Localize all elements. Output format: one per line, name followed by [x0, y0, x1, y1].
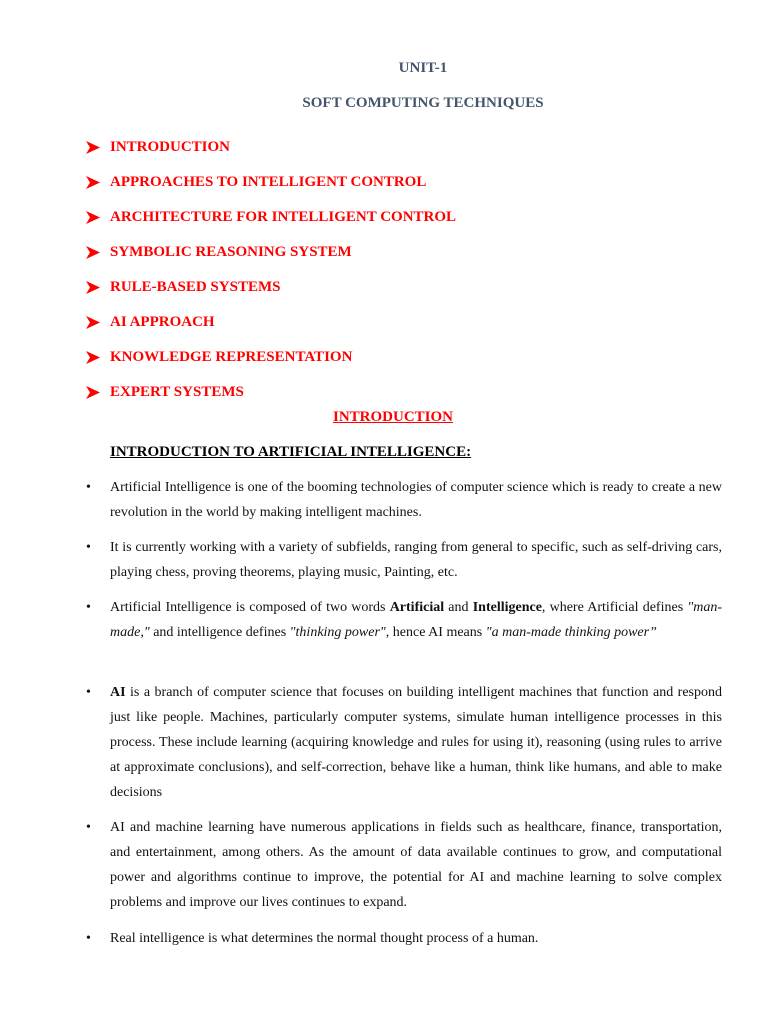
bullet-item: [86, 535, 722, 585]
italic-quote-thinking-power: "thinking power": [289, 625, 386, 640]
bullet-item: [86, 475, 722, 525]
topic-label: AI APPROACH: [110, 314, 215, 330]
bullet-dot-icon: •: [86, 540, 91, 555]
arrow-bullet-icon: [86, 349, 110, 366]
topic-item: [86, 235, 456, 270]
text-run: is a branch of computer science that focuses on building intelligent machines that function and respond just like people. Machines, particularly computer systems, simulate human intelligence processes in this process. These include learning (acquiring knowledge and rules for using it), reasoning (using rules to arrive at approximate conclusions), and self-correction, behave like a human, think like humans, and able to make decisions: [110, 685, 722, 800]
bullet-text: Artificial Intelligence is one of the booming technologies of computer science which is ready to create a new revolution in the world by making intelligent machines.: [110, 480, 722, 520]
topic-item: [86, 305, 456, 340]
bold-term-artificial: Artificial: [389, 600, 445, 615]
topic-item: [86, 340, 456, 375]
bullet-text: [110, 595, 722, 645]
topic-list: [86, 130, 456, 410]
text-run: Artificial Intelligence is composed of two words: [110, 600, 390, 615]
bullet-dot-icon: •: [86, 685, 91, 700]
topic-item: [86, 130, 456, 165]
arrow-bullet-icon: [86, 244, 110, 261]
bullet-text: Real intelligence is what determines the normal thought process of a human.: [110, 931, 539, 946]
bullet-text: It is currently working with a variety of subfields, ranging from general to specific, such as self-driving cars, playing chess, proving theorems, playing music, Painting, etc.: [110, 540, 722, 580]
text-run: and: [444, 600, 473, 615]
arrow-bullet-icon: [86, 174, 110, 191]
bullet-dot-icon: •: [86, 480, 91, 495]
bullet-text: AI and machine learning have numerous applications in fields such as healthcare, finance, transportation, and entertainment, among others. As the amount of data available continues to grow, and computational power and algorithms continue to improve, the potential for AI and machine learning to solve complex problems and improve our lives continues to expand.: [110, 820, 722, 910]
bold-term-ai: AI: [110, 685, 126, 700]
topic-label: KNOWLEDGE REPRESENTATION: [110, 349, 353, 365]
arrow-bullet-icon: [86, 279, 110, 296]
arrow-bullet-icon: [86, 384, 110, 401]
italic-quote-ai-meaning: "a man-made thinking power”: [485, 625, 657, 640]
bullet-item: [86, 680, 722, 805]
bullet-dot-icon: •: [86, 820, 91, 835]
topic-label: ARCHITECTURE FOR INTELLIGENT CONTROL: [110, 209, 457, 225]
bullet-item: [86, 926, 722, 951]
text-run: and intelligence defines: [149, 625, 290, 640]
topic-label: RULE-BASED SYSTEMS: [110, 279, 281, 295]
arrow-bullet-icon: [86, 209, 110, 226]
section-subheading: INTRODUCTION TO ARTIFICIAL INTELLIGENCE:: [110, 444, 472, 460]
topic-label: APPROACHES TO INTELLIGENT CONTROL: [110, 174, 427, 190]
italic-quote-man-made: "man-made,": [110, 600, 722, 640]
topic-label: INTRODUCTION: [110, 139, 231, 155]
topic-item: [86, 270, 456, 305]
topic-label: SYMBOLIC REASONING SYSTEM: [110, 244, 352, 260]
bold-term-intelligence: Intelligence: [472, 600, 542, 615]
bullet-text: [110, 680, 722, 805]
bullet-dot-icon: •: [86, 600, 91, 615]
bullet-dot-icon: •: [86, 931, 91, 946]
section-heading: INTRODUCTION: [332, 409, 453, 425]
topic-item: [86, 200, 456, 235]
bullet-item: [86, 815, 722, 915]
topic-item: [86, 375, 456, 410]
topic-item: [86, 165, 456, 200]
unit-title: UNIT-1: [398, 60, 448, 76]
bullet-item: [86, 595, 722, 645]
text-run: , hence AI means: [385, 625, 486, 640]
text-run: , where Artificial defines: [541, 600, 688, 615]
topic-label: EXPERT SYSTEMS: [110, 384, 244, 400]
arrow-bullet-icon: [86, 314, 110, 331]
arrow-bullet-icon: [86, 139, 110, 156]
subject-title: SOFT COMPUTING TECHNIQUES: [302, 95, 544, 111]
